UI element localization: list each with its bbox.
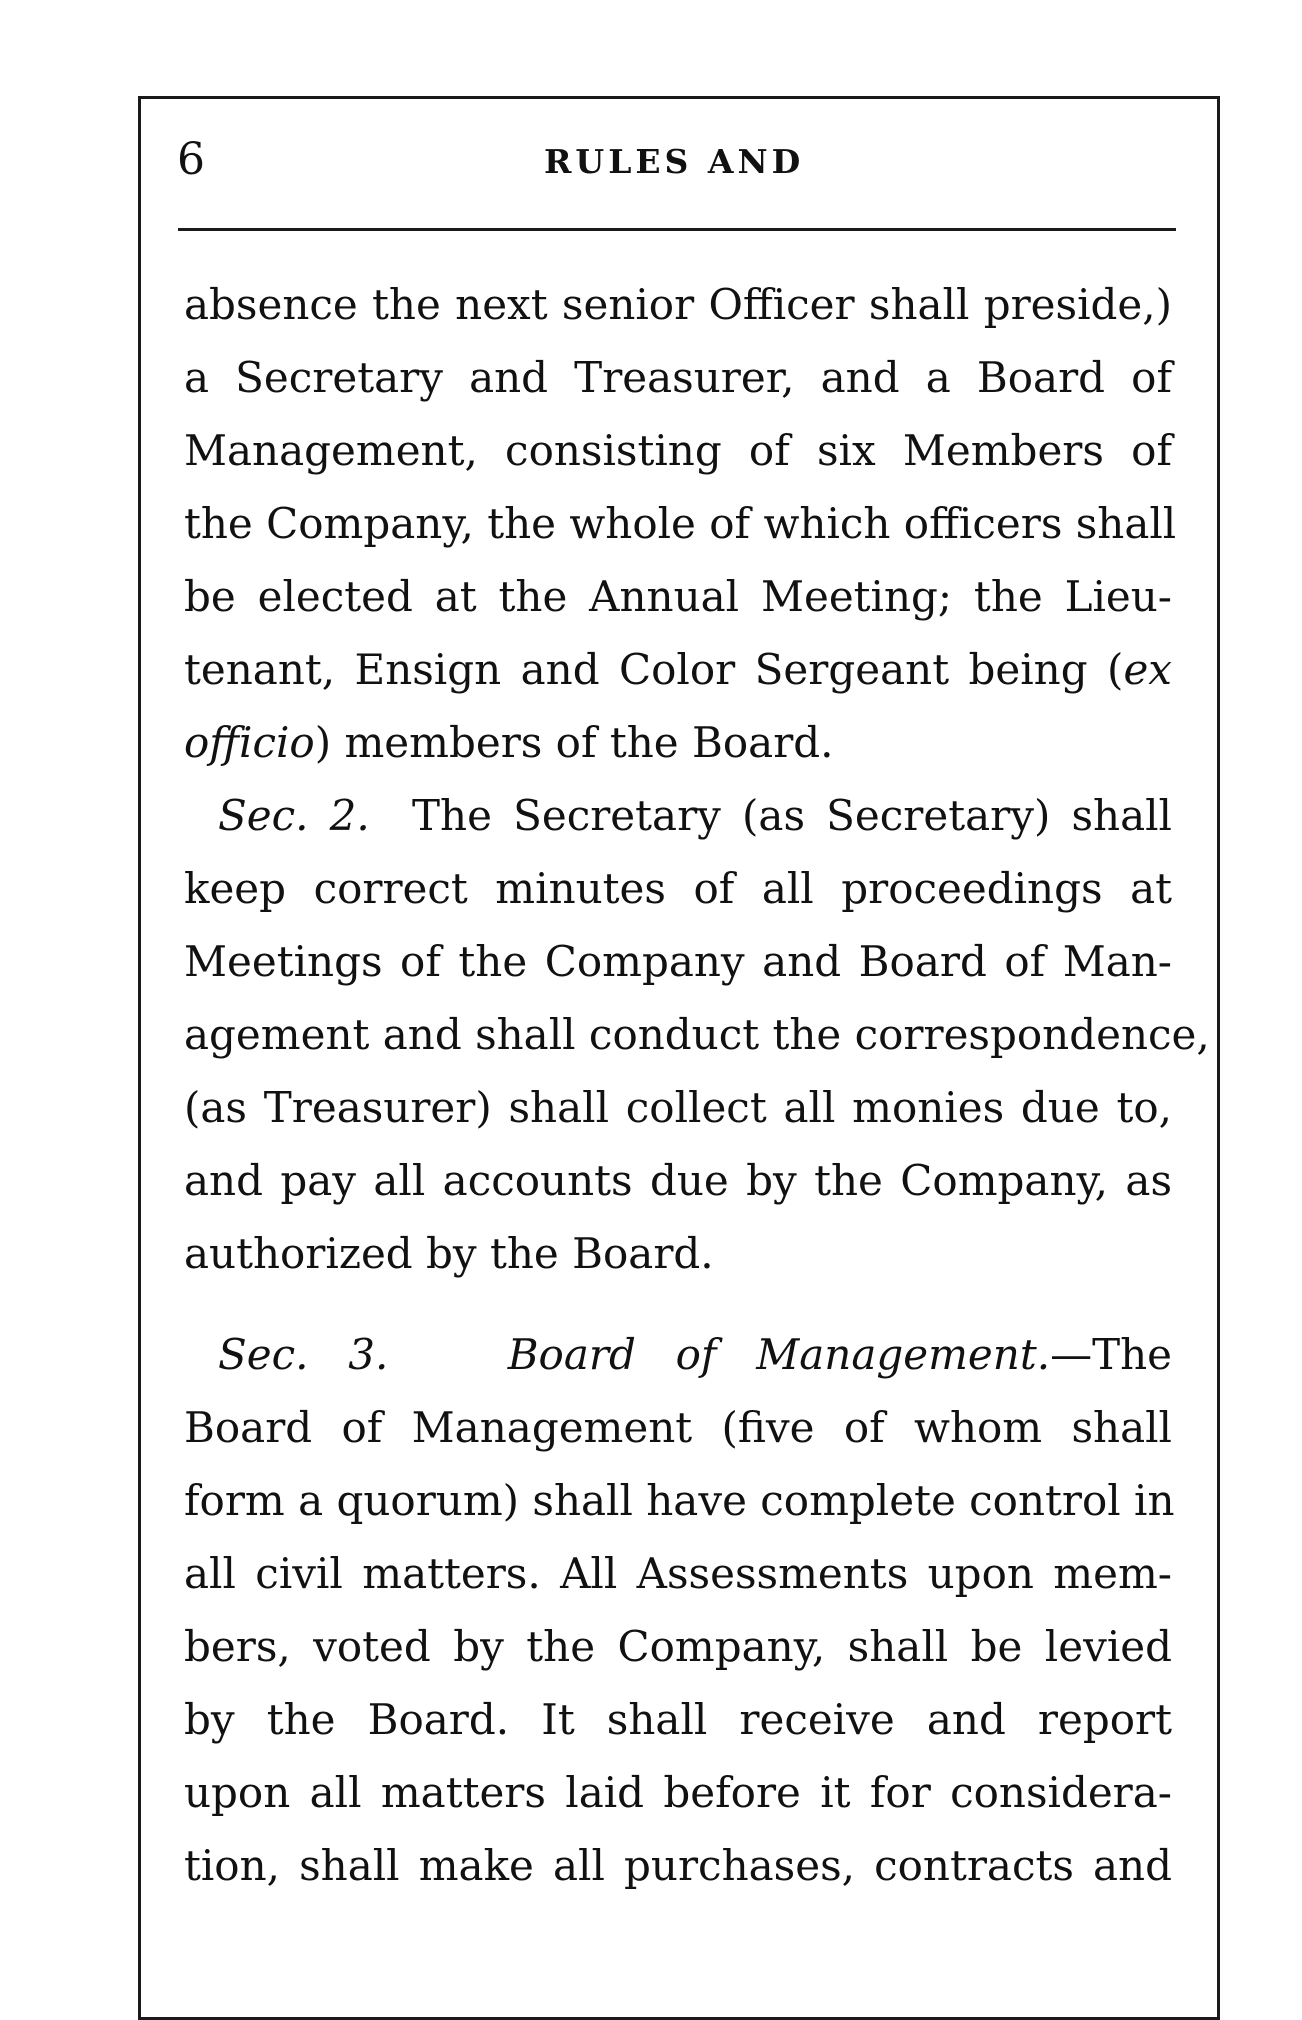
text-line — [184, 779, 1172, 852]
paragraph-gap — [184, 1290, 1172, 1318]
italic-fragment: officio — [184, 718, 315, 767]
text-line: Management, consisting of six Members of — [184, 426, 1172, 475]
text-line: keep correct minutes of all proceedings at — [184, 864, 1172, 913]
section-title: Board of Management. — [507, 1330, 1051, 1379]
section-label: Sec. 3. — [218, 1330, 389, 1379]
text-line — [184, 633, 1172, 706]
section-label: Sec. 2. — [218, 791, 370, 840]
header-rule — [178, 228, 1176, 231]
text-line: Board of Management (five of whom shall — [184, 1403, 1172, 1452]
text-line — [184, 1318, 1172, 1391]
text-line: upon all matters laid before it for considera- — [184, 1768, 1172, 1817]
text-fragment: tenant, Ensign and Color Sergeant being ( — [184, 645, 1124, 694]
text-line: agement and shall conduct the correspondence, — [184, 1010, 1210, 1059]
page-number: 6 — [177, 134, 205, 185]
text-line: a Secretary and Treasurer, and a Board of — [184, 353, 1172, 402]
text-line: form a quorum) shall have complete control in — [184, 1476, 1175, 1525]
text-line: authorized by the Board. — [184, 1229, 714, 1278]
text-line — [184, 706, 1172, 779]
running-head: RULES AND — [544, 142, 805, 181]
text-line: by the Board. It shall receive and report — [184, 1695, 1172, 1744]
text-fragment: ) members of the Board. — [314, 718, 834, 767]
text-line: and pay all accounts due by the Company, as — [184, 1156, 1172, 1205]
text-fragment: The Secretary (as Secretary) shall — [412, 791, 1172, 840]
body-text — [184, 268, 1210, 1902]
text-line: Meetings of the Company and Board of Man- — [184, 937, 1172, 986]
text-line: tion, shall make all purchases, contracts and — [184, 1841, 1172, 1890]
italic-fragment: ex — [1123, 645, 1172, 694]
text-line: the Company, the whole of which officers shall — [184, 499, 1177, 548]
text-line: absence the next senior Officer shall preside,) — [184, 280, 1172, 329]
text-fragment: —The — [1050, 1330, 1172, 1379]
text-line: be elected at the Annual Meeting; the Lieu- — [184, 572, 1172, 621]
page-header — [177, 132, 1177, 192]
text-line: all civil matters. All Assessments upon mem- — [184, 1549, 1172, 1598]
text-line: bers, voted by the Company, shall be levied — [184, 1622, 1172, 1671]
text-line: (as Treasurer) shall collect all monies due to, — [184, 1083, 1172, 1132]
